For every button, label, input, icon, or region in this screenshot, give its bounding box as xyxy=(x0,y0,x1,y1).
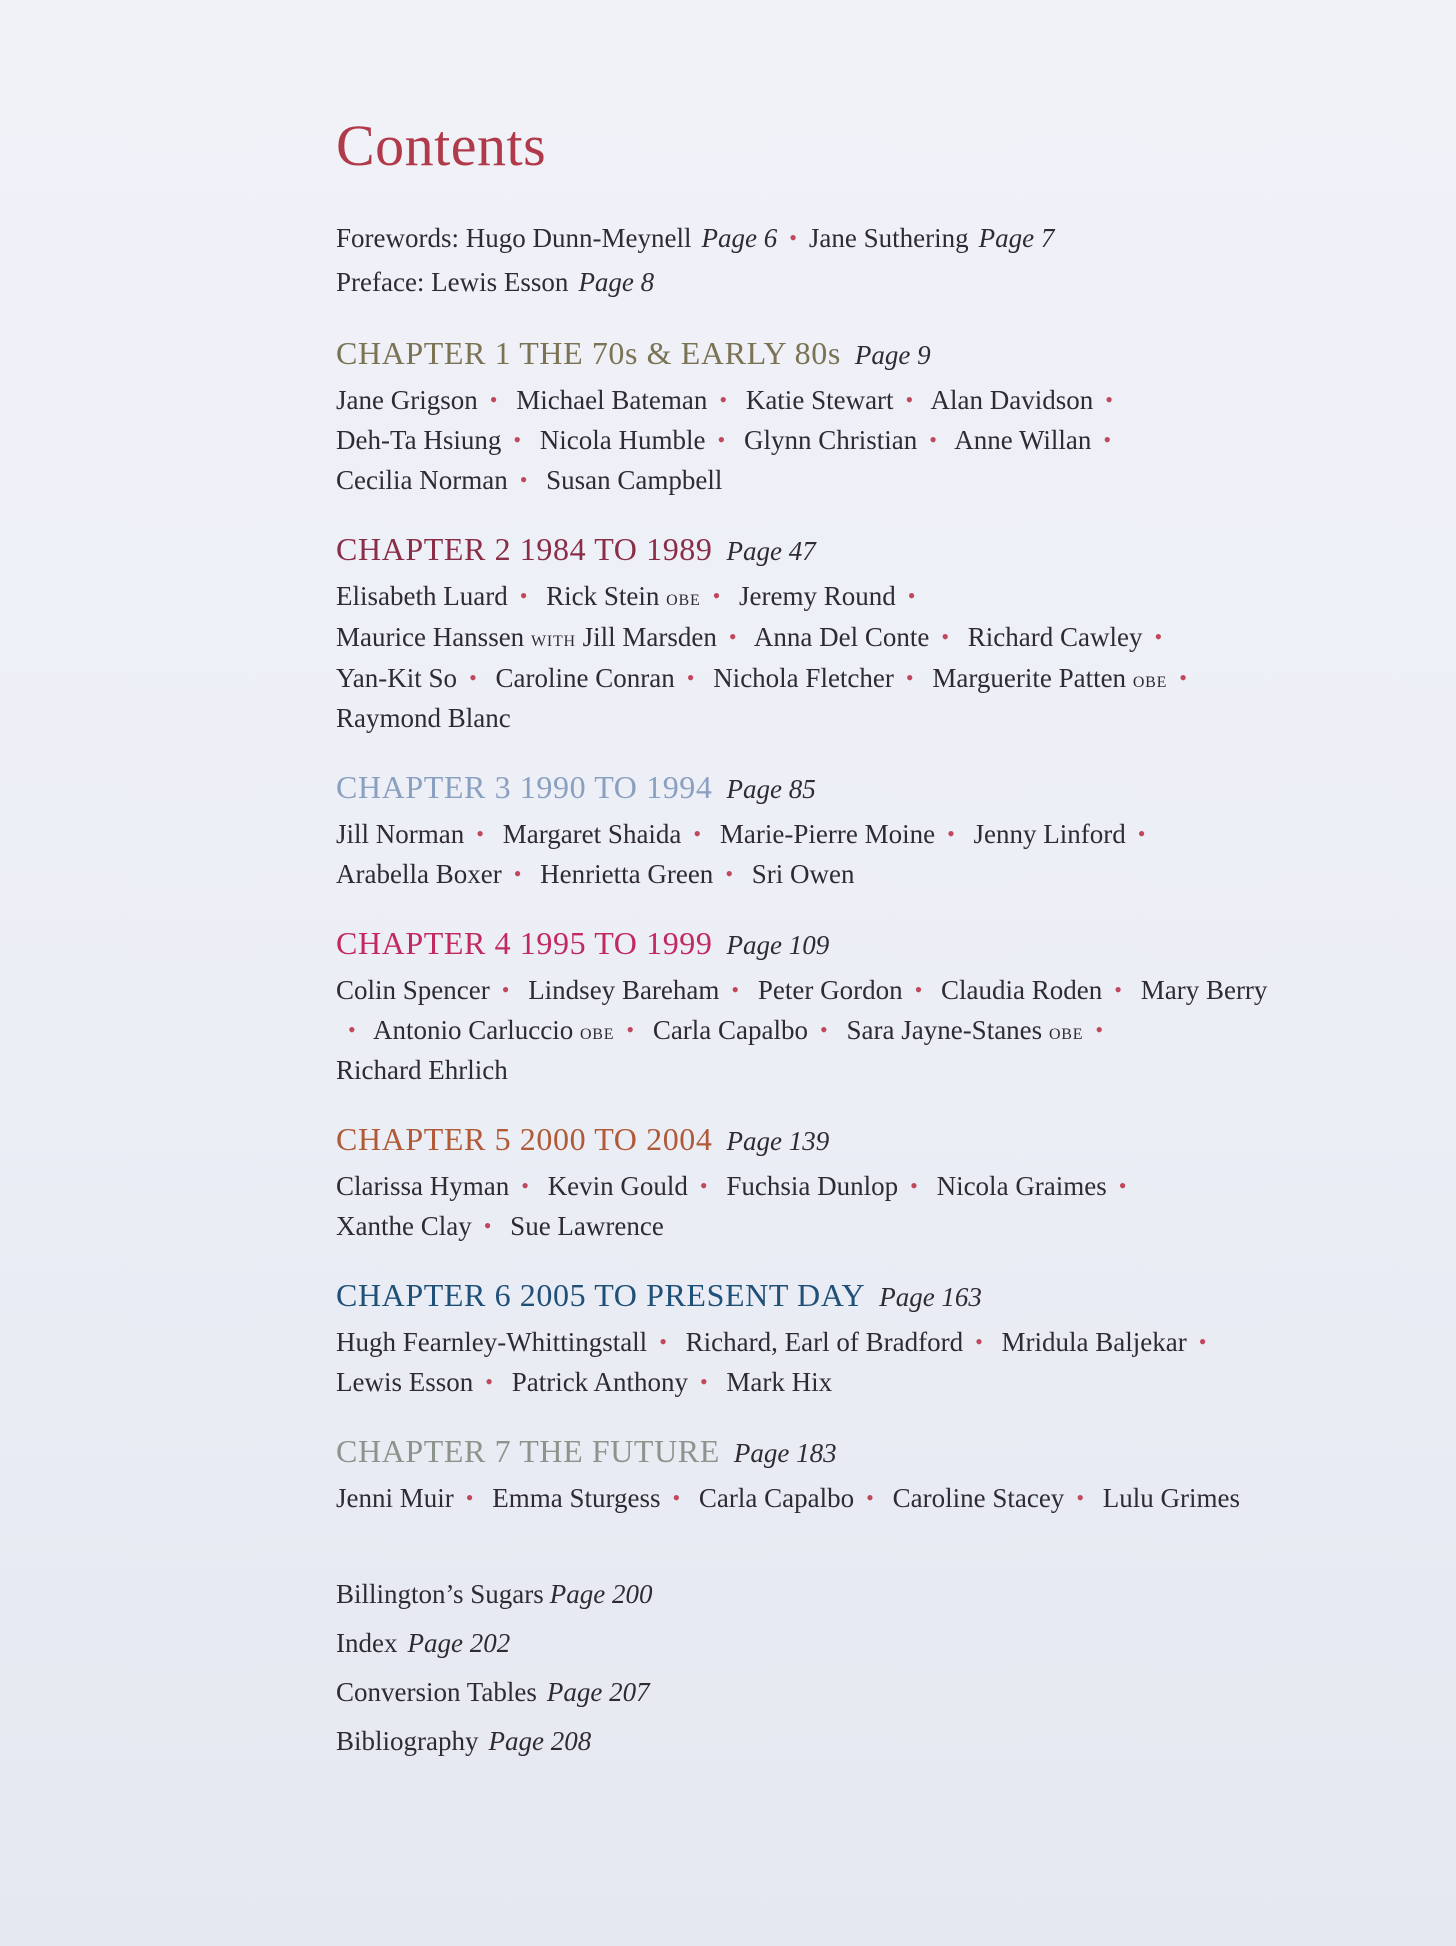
bullet-icon: • xyxy=(820,1017,828,1042)
contributor-name: Emma Sturgess xyxy=(492,1483,661,1513)
bullet-icon: • xyxy=(465,1485,474,1510)
bullet-icon: • xyxy=(1137,821,1146,846)
bullet-icon: • xyxy=(1154,624,1163,649)
contributor-name: Nicola Graimes xyxy=(936,1171,1107,1201)
chapter-block xyxy=(336,1272,1296,1402)
bullet-icon: • xyxy=(941,624,950,649)
bullet-icon: • xyxy=(699,1173,708,1198)
bullet-icon: • xyxy=(521,1173,529,1198)
contributor-name: Mary Berry xyxy=(1140,975,1268,1005)
contributor-name: Yan-Kit So xyxy=(336,663,458,693)
chapter-title: CHAPTER 7 THE FUTURE xyxy=(336,1433,720,1469)
chapter-block xyxy=(336,330,1296,500)
contributor-name: Carla Capalbo xyxy=(652,1015,809,1045)
chapter-title: CHAPTER 3 1990 TO 1994 xyxy=(336,769,713,805)
chapter-heading xyxy=(336,526,1296,574)
bullet-icon: • xyxy=(717,427,726,452)
bullet-icon: • xyxy=(485,1369,493,1394)
preface-label: Preface: Lewis Esson xyxy=(336,267,569,297)
chapter-title: CHAPTER 6 2005 TO PRESENT DAY xyxy=(336,1277,866,1313)
contributor-name: Mridula Baljekar xyxy=(1001,1327,1187,1357)
back-matter-page: Page 208 xyxy=(488,1726,592,1756)
bullet-icon: • xyxy=(672,1485,681,1510)
bullet-icon: • xyxy=(693,821,702,846)
contributor-name: Nichola Fletcher xyxy=(713,663,894,693)
chapter-page: Page 47 xyxy=(726,536,816,566)
contributor-name: Alan Davidson xyxy=(930,385,1094,415)
contributor-name: Kevin Gould xyxy=(547,1171,688,1201)
contributor-list xyxy=(336,1322,1276,1402)
contributor-name: Michael Bateman xyxy=(516,385,708,415)
bullet-icon: • xyxy=(1103,427,1112,452)
chapter-title: CHAPTER 1 THE 70s & EARLY 80s xyxy=(336,335,841,371)
contributor-name: Raymond Blanc xyxy=(336,703,511,733)
back-matter-page: Page 202 xyxy=(407,1628,511,1658)
forewords-line xyxy=(336,216,1296,260)
contributor-name: Antonio Carluccio obe xyxy=(372,1015,615,1045)
chapter-heading xyxy=(336,1428,1296,1476)
bullet-icon: • xyxy=(489,387,498,412)
bullet-icon: • xyxy=(659,1329,667,1354)
bullet-icon: • xyxy=(910,1173,918,1198)
contents-page xyxy=(336,110,1296,1766)
contributor-name: Mark Hix xyxy=(726,1367,833,1397)
bullet-icon: • xyxy=(1105,387,1113,412)
bullet-icon: • xyxy=(947,821,955,846)
back-matter-item xyxy=(336,1619,1296,1668)
contributor-name: Maurice Hanssen with Jill Marsden xyxy=(336,622,717,652)
contributor-name: Glynn Christian xyxy=(743,425,918,455)
contributor-list xyxy=(336,970,1276,1090)
back-matter-item xyxy=(336,1668,1296,1717)
chapter-page: Page 139 xyxy=(726,1126,830,1156)
forewords-label: Forewords: Hugo Dunn-Meynell xyxy=(336,223,692,253)
contributor-name: Katie Stewart xyxy=(745,385,894,415)
bullet-icon: • xyxy=(483,1213,492,1238)
forewords-second-page: Page 7 xyxy=(978,223,1055,253)
back-matter xyxy=(336,1570,1296,1766)
bullet-icon: • xyxy=(1198,1329,1207,1354)
bullet-icon: • xyxy=(519,583,528,608)
chapter-heading xyxy=(336,330,1296,378)
contributor-list xyxy=(336,1166,1276,1246)
bullet-icon: • xyxy=(501,977,510,1002)
contributor-list xyxy=(336,576,1276,738)
contributor-name: Anna Del Conte xyxy=(753,622,930,652)
contributor-name: Jenni Muir xyxy=(336,1483,454,1513)
contributor-name: Jenny Linford xyxy=(973,819,1126,849)
forewords-page: Page 6 xyxy=(701,223,778,253)
bullet-icon: • xyxy=(929,427,937,452)
forewords-second: Jane Suthering xyxy=(808,223,969,253)
contributor-name: Marie-Pierre Moine xyxy=(719,819,936,849)
chapter-block xyxy=(336,920,1296,1090)
back-matter-label: Conversion Tables xyxy=(336,1677,537,1707)
bullet-icon: • xyxy=(975,1329,983,1354)
bullet-icon: • xyxy=(866,1485,874,1510)
bullet-icon: • xyxy=(626,1017,635,1042)
chapter-page: Page 85 xyxy=(726,774,816,804)
back-matter-item xyxy=(336,1570,1296,1619)
back-matter-page: Page 207 xyxy=(546,1677,650,1707)
back-matter-item xyxy=(336,1717,1296,1766)
bullet-icon: • xyxy=(699,1369,708,1394)
contributor-name: Hugh Fearnley-Whittingstall xyxy=(336,1327,648,1357)
contributor-name: Clarissa Hyman xyxy=(336,1171,510,1201)
contributor-name: Susan Campbell xyxy=(546,465,723,495)
contributor-name: Lindsey Bareham xyxy=(528,975,720,1005)
contributor-name: Claudia Roden xyxy=(941,975,1103,1005)
chapter-block xyxy=(336,1116,1296,1246)
contributor-name: Caroline Stacey xyxy=(892,1483,1065,1513)
chapter-title: CHAPTER 4 1995 TO 1999 xyxy=(336,925,713,961)
contributor-name: Peter Gordon xyxy=(757,975,903,1005)
contributor-name: Patrick Anthony xyxy=(511,1367,688,1397)
contributor-name: Rick Stein obe xyxy=(546,581,701,611)
bullet-icon: • xyxy=(905,665,914,690)
bullet-icon: • xyxy=(789,225,797,250)
chapter-block xyxy=(336,764,1296,894)
preface-line xyxy=(336,260,1296,304)
bullet-icon: • xyxy=(469,665,477,690)
back-matter-label: Index xyxy=(336,1628,398,1658)
preface-page: Page 8 xyxy=(578,267,655,297)
bullet-icon: • xyxy=(348,1017,356,1042)
bullet-icon: • xyxy=(914,977,923,1002)
contributor-name: Richard Cawley xyxy=(967,622,1143,652)
contributor-name: Anne Willan xyxy=(954,425,1092,455)
contributor-name: Sara Jayne-Stanes obe xyxy=(846,1015,1084,1045)
chapter-page: Page 163 xyxy=(879,1282,982,1312)
contributor-name: Deh-Ta Hsiung xyxy=(336,425,502,455)
bullet-icon: • xyxy=(1095,1017,1104,1042)
contributor-name: Sri Owen xyxy=(751,859,855,889)
bullet-icon: • xyxy=(476,821,484,846)
contributor-name: Lulu Grimes xyxy=(1102,1483,1240,1513)
contributor-name: Jill Norman xyxy=(336,819,465,849)
contributor-list xyxy=(336,814,1276,894)
contributor-name: Arabella Boxer xyxy=(336,859,502,889)
chapter-heading xyxy=(336,764,1296,812)
chapter-block xyxy=(336,526,1296,738)
chapter-page: Page 9 xyxy=(854,340,931,370)
contributor-name: Margaret Shaida xyxy=(502,819,682,849)
contributor-name: Xanthe Clay xyxy=(336,1211,472,1241)
contributor-name: Caroline Conran xyxy=(495,663,675,693)
back-matter-label: Bibliography xyxy=(336,1726,479,1756)
bullet-icon: • xyxy=(513,427,522,452)
bullet-icon: • xyxy=(712,583,721,608)
contributor-name: Fuchsia Dunlop xyxy=(726,1171,899,1201)
bullet-icon: • xyxy=(1179,665,1187,690)
bullet-icon: • xyxy=(719,387,728,412)
chapter-heading xyxy=(336,1272,1296,1320)
contributor-name: Sue Lawrence xyxy=(510,1211,664,1241)
back-matter-label: Billington’s Sugars xyxy=(336,1579,544,1609)
chapter-title: CHAPTER 2 1984 TO 1989 xyxy=(336,531,713,567)
chapter-title: CHAPTER 5 2000 TO 2004 xyxy=(336,1121,713,1157)
contributor-name: Richard, Earl of Bradford xyxy=(685,1327,964,1357)
bullet-icon: • xyxy=(728,624,737,649)
contributor-name: Henrietta Green xyxy=(540,859,714,889)
contributor-name: Jane Grigson xyxy=(336,385,478,415)
bullet-icon: • xyxy=(686,665,695,690)
chapter-heading xyxy=(336,1116,1296,1164)
contributor-name: Carla Capalbo xyxy=(698,1483,855,1513)
contributor-name: Elisabeth Luard xyxy=(336,581,508,611)
bullet-icon: • xyxy=(731,977,740,1002)
bullet-icon: • xyxy=(725,861,734,886)
contributor-list xyxy=(336,1478,1276,1518)
bullet-icon: • xyxy=(513,861,522,886)
contributor-name: Nicola Humble xyxy=(539,425,706,455)
contributor-name: Jeremy Round xyxy=(739,581,896,611)
contributor-list xyxy=(336,380,1276,500)
contributor-name: Marguerite Patten obe xyxy=(932,663,1168,693)
bullet-icon: • xyxy=(1118,1173,1127,1198)
page-title: Contents xyxy=(336,113,547,178)
contributor-name: Colin Spencer xyxy=(336,975,490,1005)
bullet-icon: • xyxy=(1114,977,1122,1002)
bullet-icon: • xyxy=(907,583,916,608)
chapter-page: Page 183 xyxy=(733,1438,837,1468)
chapter-block xyxy=(336,1428,1296,1518)
bullet-icon: • xyxy=(1076,1485,1085,1510)
bullet-icon: • xyxy=(519,467,528,492)
contributor-name: Lewis Esson xyxy=(336,1367,474,1397)
chapter-page: Page 109 xyxy=(726,930,830,960)
chapter-list xyxy=(336,330,1296,1518)
contributor-name: Cecilia Norman xyxy=(336,465,508,495)
chapter-heading xyxy=(336,920,1296,968)
contributor-name: Richard Ehrlich xyxy=(336,1055,508,1085)
back-matter-page: Page 200 xyxy=(549,1579,653,1609)
bullet-icon: • xyxy=(905,387,914,412)
